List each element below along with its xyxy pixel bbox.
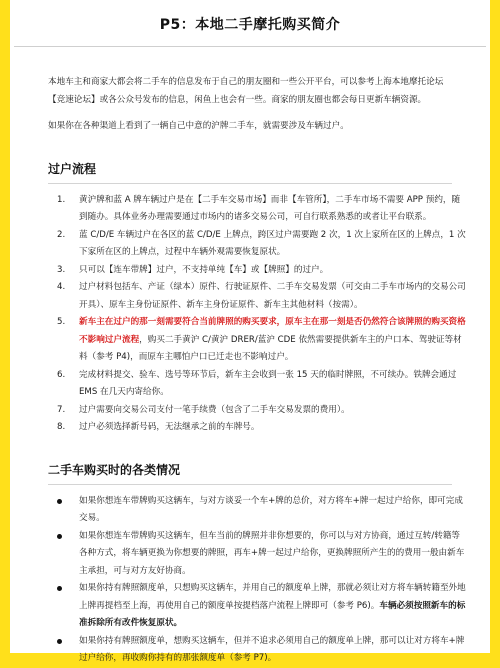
bullet-icon: [57, 499, 62, 504]
section-heading-transfer: 过户流程: [48, 161, 97, 176]
list-item: [57, 402, 467, 420]
case-text: 如果你持有牌照额度单，只想购买这辆车，并用自己的额度单上牌，那就必须让对方将车辆转籍至外地上牌再提档至上海，再使用自己的额度单按提档落户流程上牌即可（参考 P6)。: [79, 583, 466, 611]
title-divider: [14, 46, 486, 47]
step-number: 4.: [57, 282, 66, 292]
list-item: [57, 262, 467, 280]
list-item: [79, 528, 467, 581]
intro-paragraph: 本地车主和商家大都会将二手车的信息发布于自己的朋友圈和一些公开平台，可以参考上海本地摩托论坛【竞速论坛】或各公众号发布的信息，闲鱼上也会有一些。商家的朋友圈也都会每日更新车辆资源。: [48, 77, 444, 105]
step-number: 8.: [57, 422, 66, 432]
step-text: 黄沪牌和蓝 A 牌车辆过户是在【二手车交易市场】而非【车管所】，二手车市场不需要 APP 预约，随到随办。具体业务办理需要通过市场内的诸多交易公司，可自行联系熟悉的或者让平台联系。: [79, 194, 461, 222]
step-text: 过户必须选择新号码，无法继承之前的车牌号。: [79, 422, 260, 432]
step-highlight-text: 新车主在过户的那一刻需要符合当前牌照的购买要求，原车主在那一刻是否仍然符合该牌照的购买资格不影响过户流程: [79, 317, 466, 345]
bullet-icon: [57, 586, 62, 591]
step-number: 3.: [57, 264, 66, 275]
section-heading-cases: 二手车购买时的各类情况: [48, 462, 181, 477]
intro-paragraph: 如果你在各种渠道上看到了一辆自己中意的沪牌二手车，就需要涉及车辆过户。: [48, 121, 349, 131]
case-text: 如果你持有牌照额度单，想购买这辆车，但并不追求必须用自己的额度单上牌，那可以让对方将车+牌过户给你，再收购你持有的那张额度单（参考 P7)。: [79, 635, 465, 663]
section-divider: [48, 183, 452, 184]
case-text: 如果你想连车带牌购买这辆车，与对方谈妥一个车+牌的总价，对方将车+牌一起过户给你，即可完成交易。: [79, 495, 463, 523]
list-item: [57, 419, 467, 437]
case-text: 如果你想连车带牌购买这辆车，但车当前的牌照并非你想要的，你可以与对方协商，通过互转/转籍等各种方式，将车辆更换为你想要的牌照，再车+牌一起过户给你，更换牌照所产生的的费用一般由新车主承担，可与对方友好协商。: [79, 530, 465, 576]
step-number: 1.: [57, 194, 66, 205]
step-number: 2.: [57, 229, 66, 240]
step-text: 蓝 C/D/E 车辆过户在各区的蓝 C/D/E 上牌点，跨区过户需要跑 2 次，1 次上家所在区的上牌点，1 次下家所在区的上牌点，过程中车辆外观需要恢复原状。: [79, 229, 466, 257]
step-text: 过户需要向交易公司支付一笔手续费（包含了二手车交易发票的费用）。: [79, 404, 350, 415]
step-text: 只可以【连车带牌】过户，不支持单纯【车】或【牌照】的过户。: [79, 264, 329, 275]
bullet-icon: [57, 534, 62, 539]
step-text: ，购买二手黄沪 C/黄沪 DRER/蓝沪 CDE 依然需要提供新车主的户口本、驾驶证等材料（参考 P4)，而原车主哪怕户口已迁走也不影响过户。: [79, 334, 462, 362]
list-item: [79, 493, 467, 528]
step-number: 5.: [57, 317, 66, 327]
list-item: [57, 279, 467, 314]
list-item: [57, 192, 467, 227]
step-number: 6.: [57, 369, 66, 380]
case-emphasis-text: 车辆必须按照新车的标准拆除所有改件恢复原状。: [79, 600, 466, 628]
page-title: P5：本地二手摩托购买简介: [159, 17, 341, 33]
section-divider: [48, 484, 452, 485]
list-item: [79, 580, 467, 633]
transfer-steps-list: [10, 192, 490, 437]
purchase-cases-list: [10, 493, 490, 668]
list-item: [79, 633, 467, 668]
list-item: [57, 314, 467, 367]
list-item: [57, 227, 467, 262]
list-item: [57, 367, 467, 402]
step-text: 完成材料提交、验车、选号等环节后，新车主会收到一张 15 天的临时牌照，不可续办。铁牌会通过 EMS 在几天内寄给你。: [79, 369, 457, 397]
bullet-icon: [57, 639, 62, 644]
document-page: [10, 0, 490, 663]
step-text: 过户材料包括车、产证（绿本）原件、行驶证原件、二手车交易发票（可交由二手车市场内的交易公司开具）、原车主身份证原件、新车主身份证原件、新车主其他材料（按需）。: [79, 282, 466, 310]
step-number: 7.: [57, 404, 66, 415]
